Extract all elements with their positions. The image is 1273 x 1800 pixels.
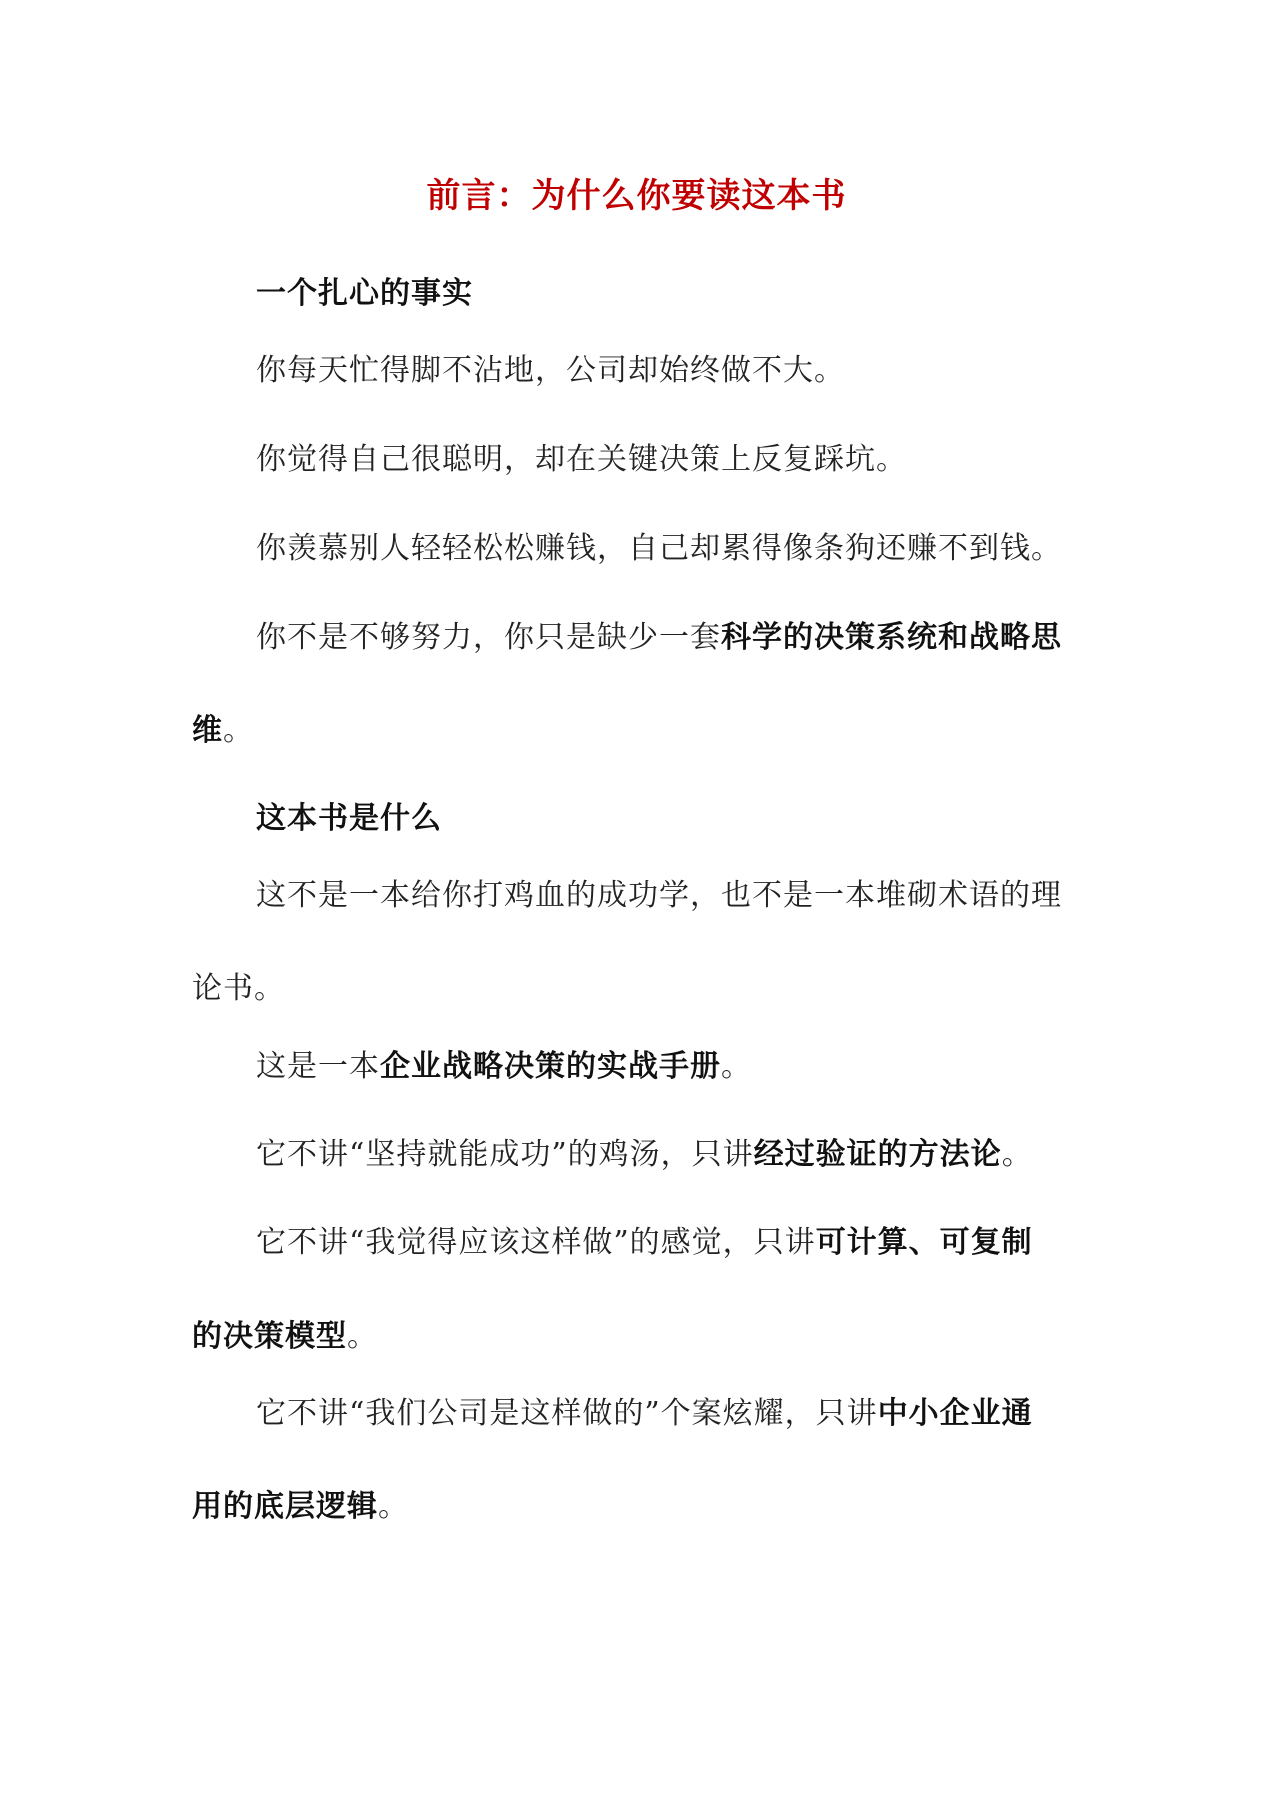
paragraph-continuation: 论书。 — [192, 971, 285, 1006]
paragraph-text: 你不是不够努力，你只是缺少一套 — [256, 620, 721, 655]
bold-phrase: 经过验证的方法论 — [753, 1137, 1002, 1172]
page-title: 前言：为什么你要读这本书 — [426, 176, 847, 216]
paragraph-text: 。 — [223, 713, 254, 748]
paragraph-continuation — [192, 1311, 378, 1355]
bold-phrase: 的决策模型 — [192, 1319, 347, 1354]
paragraph-text: 。 — [721, 1049, 752, 1084]
paragraph-text: 它不讲“坚持就能成功”的鸡汤，只讲 — [256, 1137, 754, 1172]
paragraph — [256, 620, 1076, 655]
paragraph — [256, 1137, 1076, 1172]
bold-phrase: 用的底层逻辑 — [192, 1489, 378, 1524]
bold-phrase: 中小企业通 — [877, 1396, 1033, 1431]
section-heading-fact: 一个扎心的事实 — [256, 276, 473, 311]
paragraph-text: 它不讲“我们公司是这样做的”个案炫耀，只讲 — [256, 1396, 878, 1431]
paragraph: 你每天忙得脚不沾地，公司却始终做不大。 — [256, 353, 845, 388]
bold-phrase: 维 — [192, 713, 223, 748]
paragraph — [256, 1049, 1076, 1084]
paragraph-text: 。 — [347, 1319, 378, 1354]
paragraph-text: 。 — [1001, 1137, 1033, 1172]
bold-phrase: 企业战略决策的实战手册 — [380, 1049, 721, 1084]
paragraph-continuation — [192, 1481, 409, 1525]
paragraph-text: 它不讲“我觉得应该这样做”的感觉，只讲 — [256, 1225, 816, 1260]
bold-phrase: 可计算、可复制 — [815, 1225, 1033, 1260]
paragraph: 你觉得自己很聪明，却在关键决策上反复踩坑。 — [256, 442, 907, 477]
section-heading-what: 这本书是什么 — [256, 801, 442, 836]
paragraph: 这不是一本给你打鸡血的成功学，也不是一本堆砌术语的理 — [256, 878, 1062, 913]
paragraph-text: 这是一本 — [256, 1049, 380, 1084]
paragraph — [256, 1225, 1076, 1260]
paragraph: 你羡慕别人轻轻松松赚钱，自己却累得像条狗还赚不到钱。 — [256, 531, 1062, 566]
paragraph — [256, 1396, 1076, 1431]
paragraph-text: 。 — [378, 1489, 409, 1524]
bold-phrase: 科学的决策系统和战略思 — [721, 620, 1062, 655]
paragraph-continuation — [192, 705, 254, 749]
